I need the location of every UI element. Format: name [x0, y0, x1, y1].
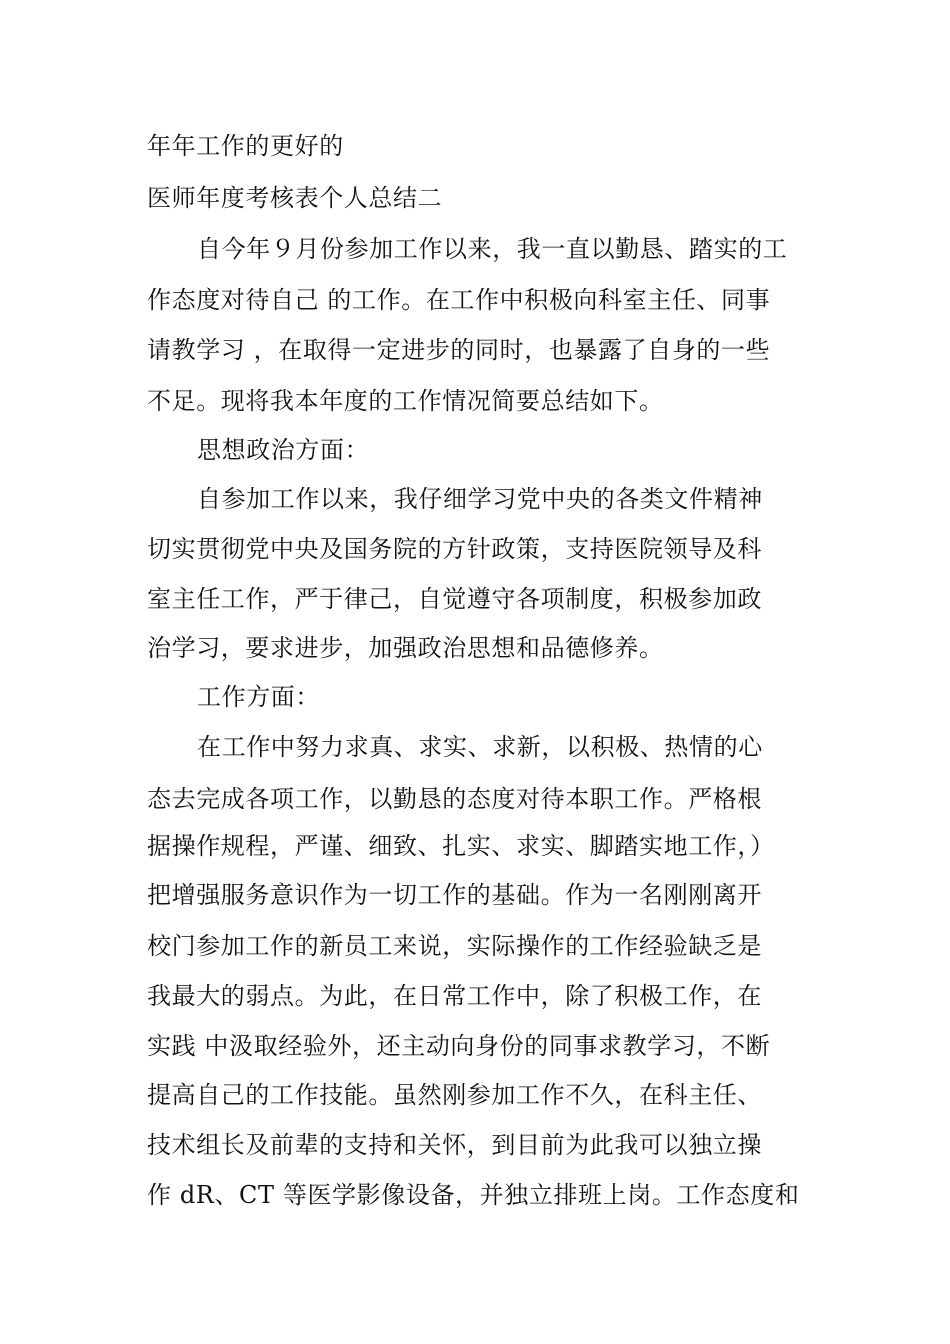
text-line: 不足。现将我本年度的工作情况简要总结如下。 [147, 387, 664, 415]
text-line: 作 dR、CT 等医学影像设备，并独立排班上岗。工作态度和 [147, 1181, 800, 1209]
text-line: 请教学习 ，在取得一定进步的同时，也暴露了自身的一些 [147, 336, 771, 364]
text-line: 作态度对待自己 的工作。在工作中积极向科室主任、同事 [147, 286, 771, 314]
text-line: 技术组长及前辈的支持和关怀，到目前为此我可以独立操 [147, 1131, 762, 1159]
text-line: 室主任工作，严于律己，自觉遵守各项制度，积极参加政 [147, 585, 762, 613]
text-line: 据操作规程，严谨、细致、扎实、求实、脚踏实地工作，） [147, 832, 775, 860]
subheading: 工作方面： [197, 683, 320, 711]
text-line: 自今年９月份参加工作以来，我一直以勤恳、踏实的工 [197, 235, 788, 263]
text-line: 切实贯彻党中央及国务院的方针政策，支持医院领导及科 [147, 535, 762, 563]
subheading: 思想政治方面： [197, 436, 370, 464]
text-line: 自参加工作以来，我仔细学习党中央的各类文件精神 [197, 485, 763, 513]
text-line: 在工作中努力求真、求实、求新，以积极、热情的心 [197, 733, 763, 761]
section-title: 医师年度考核表个人总结二 [147, 184, 443, 212]
text-line: 我最大的弱点。为此，在日常工作中，除了积极工作，在 [147, 982, 762, 1010]
text-line: 实践 中汲取经验外，还主动向身份的同事求教学习，不断 [147, 1032, 771, 1060]
text-line: 态去完成各项工作，以勤恳的态度对待本职工作。严格根 [147, 785, 762, 813]
text-line: 把增强服务意识作为一切工作的基础。作为一名刚刚离开 [147, 881, 762, 909]
text-line: 年年工作的更好的 [147, 132, 344, 160]
text-line: 治学习，要求进步，加强政治思想和品德修养。 [147, 634, 664, 662]
text-line: 提高自己的工作技能。虽然刚参加工作不久，在科主任、 [147, 1081, 762, 1109]
text-line: 校门参加工作的新员工来说，实际操作的工作经验缺乏是 [147, 932, 762, 960]
